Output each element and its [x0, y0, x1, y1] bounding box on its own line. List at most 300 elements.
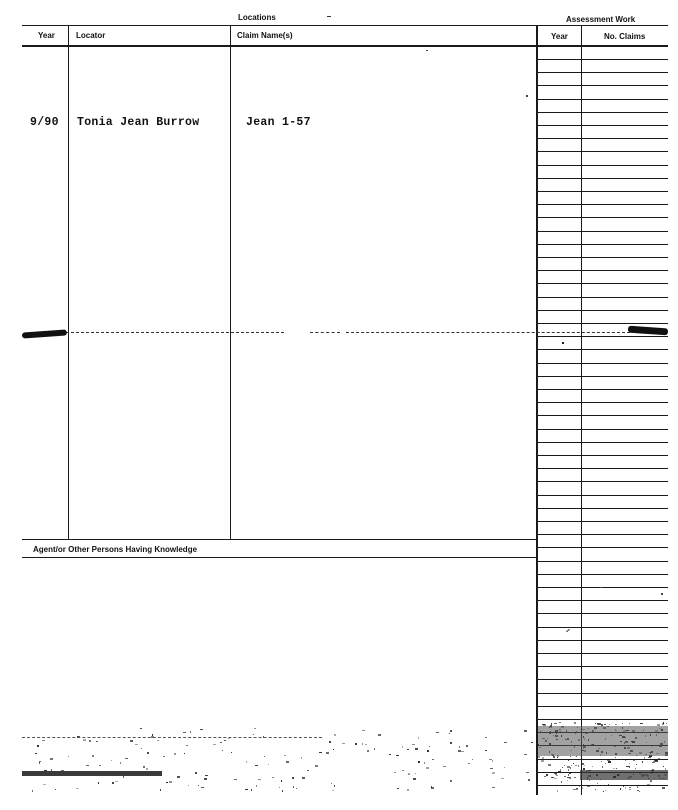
scan-speck — [608, 784, 609, 785]
scan-speck — [251, 789, 252, 791]
scan-speck — [301, 757, 302, 759]
scan-speck — [367, 750, 369, 752]
scan-speck — [201, 787, 204, 788]
scan-speck — [615, 757, 616, 758]
scan-speck — [568, 760, 569, 761]
scan-speck — [564, 776, 566, 777]
assessment-grid-row-line — [537, 521, 668, 522]
scan-speck — [620, 788, 621, 790]
scan-speck — [485, 750, 487, 751]
assessment-grid-row-line — [537, 191, 668, 192]
scan-speck — [644, 757, 645, 759]
scan-speck — [174, 753, 176, 755]
bottom-dashed-line — [22, 737, 322, 738]
scan-speck — [292, 777, 294, 779]
scan-speck — [394, 772, 396, 773]
ink-smudge-right — [628, 326, 668, 336]
scan-speck — [396, 755, 399, 756]
scan-speck — [190, 731, 191, 733]
locations-bottom-border — [22, 539, 538, 540]
scan-speck — [255, 765, 258, 766]
scan-speck — [576, 756, 577, 757]
scan-speck — [597, 783, 598, 784]
scan-speck — [365, 744, 367, 745]
scan-speck — [636, 764, 637, 765]
fold-line-left — [66, 332, 284, 333]
scan-speck — [86, 765, 89, 766]
scan-speck — [302, 777, 305, 779]
scan-speck — [666, 723, 667, 724]
scan-speck — [432, 759, 434, 760]
scan-speck — [224, 740, 226, 741]
scan-speck — [595, 723, 596, 724]
scan-speck — [183, 732, 186, 733]
scan-speck — [177, 776, 180, 778]
scan-speck — [355, 743, 357, 745]
scan-speck — [504, 767, 505, 768]
scan-speck — [96, 741, 98, 742]
scan-speck — [578, 765, 579, 767]
assessment-grid-row-line — [537, 442, 668, 443]
scan-speck — [315, 765, 318, 767]
scan-speck — [595, 789, 596, 790]
scan-speck — [613, 768, 615, 769]
scan-speck — [654, 760, 657, 761]
scan-speck — [120, 762, 121, 764]
scan-speck — [648, 759, 650, 760]
assessment-grid-row-line — [537, 217, 668, 218]
scan-speck — [284, 755, 286, 756]
locator-column-line — [68, 25, 69, 539]
claim-column-line — [230, 25, 231, 539]
agent-label: Agent/or Other Persons Having Knowledge — [33, 545, 198, 554]
scan-speck — [222, 750, 223, 751]
scan-speck — [408, 773, 410, 775]
scan-speck — [575, 765, 577, 766]
assessment-grid-row-line — [537, 481, 668, 482]
scan-speck — [329, 741, 331, 743]
scan-speck — [296, 788, 297, 789]
scan-speck — [279, 787, 280, 788]
scan-speck — [492, 772, 495, 774]
assessment-grid-row-line — [537, 666, 668, 667]
stray-mark — [327, 16, 331, 17]
scan-speck — [544, 776, 546, 777]
scan-speck — [205, 775, 208, 776]
scan-speck — [554, 778, 557, 779]
assessment-grid-row-line — [537, 283, 668, 284]
scan-speck — [220, 742, 222, 743]
speck — [426, 50, 428, 51]
scan-speck — [658, 758, 660, 760]
scan-speck — [253, 734, 254, 735]
assessment-grid-row-line — [537, 165, 668, 166]
scan-speck — [415, 773, 416, 774]
scan-speck — [140, 728, 142, 729]
scan-speck — [188, 785, 189, 786]
assessment-grid-row-line — [537, 270, 668, 271]
scan-speck — [281, 780, 282, 782]
assessment-grid-row-line — [537, 402, 668, 403]
scan-speck — [562, 767, 563, 768]
scan-speck — [557, 757, 558, 758]
scan-speck — [333, 749, 334, 750]
scan-speck — [548, 764, 551, 766]
scan-speck — [605, 790, 606, 791]
scan-speck — [43, 784, 46, 785]
scan-speck — [245, 789, 248, 790]
scan-speck — [584, 765, 585, 766]
assessment-grid-row-line — [537, 429, 668, 430]
scan-speck — [147, 752, 149, 754]
assessment-grid-row-line — [537, 534, 668, 535]
scan-speck — [570, 767, 571, 769]
scan-speck — [626, 766, 629, 767]
scan-speck — [125, 758, 128, 759]
scan-speck — [143, 766, 145, 768]
scan-speck — [642, 761, 643, 763]
assessment-grid-row-line — [537, 679, 668, 680]
scan-speck — [98, 782, 99, 784]
assessment-grid-row-line — [537, 297, 668, 298]
assessment-grid-row-line — [537, 455, 668, 456]
scan-speck — [567, 780, 568, 781]
scan-speck — [418, 737, 419, 739]
scan-speck — [581, 787, 583, 789]
scan-speck — [574, 777, 576, 778]
scan-speck — [123, 776, 124, 778]
assessment-grid-row-line — [537, 99, 668, 100]
scan-speck — [637, 786, 638, 788]
scan-speck — [282, 790, 283, 792]
scan-speck — [293, 786, 294, 788]
scan-speck — [55, 789, 56, 790]
assessment-grid-row-line — [537, 389, 668, 390]
scan-speck — [546, 774, 548, 776]
scan-speck — [334, 734, 336, 736]
scan-speck — [662, 787, 665, 789]
scan-speck — [68, 756, 69, 757]
scan-speck — [256, 785, 257, 787]
scan-speck — [362, 743, 363, 745]
scan-speck — [468, 763, 470, 764]
scan-speck — [234, 779, 237, 780]
scan-speck — [231, 752, 232, 753]
scan-speck — [427, 750, 429, 752]
scan-speck — [648, 757, 651, 758]
scan-speck — [413, 778, 416, 780]
scan-speck — [605, 763, 606, 764]
scan-speck — [586, 759, 587, 760]
bottom-smear — [22, 771, 162, 776]
scan-speck — [111, 760, 112, 761]
scan-speck — [424, 762, 425, 764]
scan-speck — [412, 744, 415, 745]
assessment-grid-row-line — [537, 349, 668, 350]
header-aw-year: Year — [551, 32, 568, 41]
speck — [526, 95, 528, 97]
scan-speck — [650, 780, 652, 782]
scan-speck — [647, 784, 650, 786]
scan-speck — [466, 745, 468, 747]
scan-speck — [629, 787, 631, 788]
assessment-grid-row-line — [537, 495, 668, 496]
scan-speck — [272, 777, 274, 778]
fold-line-right — [346, 332, 630, 333]
scan-speck — [531, 742, 533, 743]
scan-speck — [334, 785, 335, 787]
scan-speck — [542, 757, 544, 759]
assessment-grid-row-line — [537, 72, 668, 73]
scan-speck — [560, 769, 561, 771]
scan-speck — [169, 781, 172, 783]
scan-speck — [35, 753, 37, 754]
scan-speck — [402, 746, 403, 748]
assessment-grid-row-line — [537, 627, 668, 628]
scan-speck — [492, 787, 495, 788]
scan-speck — [579, 786, 580, 787]
assessment-grid-row-line — [537, 336, 668, 337]
assessment-grid-row-line — [537, 693, 668, 694]
scan-speck — [524, 754, 527, 755]
pen-mark — [566, 629, 570, 632]
scan-speck — [83, 739, 86, 741]
scan-speck — [570, 756, 571, 757]
scan-speck — [37, 745, 39, 747]
assessment-grid-row-line — [537, 323, 668, 324]
scan-speck — [561, 781, 562, 783]
entry-year[interactable]: 9/90 — [30, 116, 59, 129]
locations-title: Locations — [238, 13, 276, 22]
scan-speck — [625, 787, 626, 789]
assessment-grid-row-line — [537, 178, 668, 179]
scan-speck — [431, 787, 434, 789]
scan-speck — [362, 730, 365, 731]
scan-speck — [112, 782, 114, 784]
scan-speck — [99, 765, 101, 766]
scan-speck — [629, 789, 631, 790]
scan-speck — [556, 775, 558, 776]
scan-speck — [571, 765, 572, 766]
scan-speck — [342, 743, 345, 744]
ink-smudge-left — [22, 329, 67, 338]
scan-speck — [616, 768, 617, 769]
scan-speck — [146, 768, 148, 770]
scan-speck — [551, 723, 552, 725]
scan-speck — [450, 742, 452, 744]
scan-speck — [600, 723, 601, 725]
scan-speck — [558, 771, 561, 773]
entry-locator[interactable]: Tonia Jean Burrow — [77, 116, 200, 129]
scan-speck — [163, 756, 165, 757]
scan-speck — [319, 752, 322, 753]
scan-speck — [228, 738, 230, 739]
fold-line-mid — [310, 332, 340, 333]
scan-speck — [485, 737, 487, 738]
assessment-grid-row-line — [537, 600, 668, 601]
scan-speck — [526, 772, 529, 773]
assessment-grid-row-line — [537, 59, 668, 60]
assessment-grid-row-line — [537, 561, 668, 562]
entry-claim-names[interactable]: Jean 1-57 — [246, 116, 311, 129]
assessment-grid-row-line — [537, 653, 668, 654]
assessment-grid-row-line — [537, 640, 668, 641]
scan-speck — [603, 791, 604, 792]
assessment-grid-row-line — [537, 138, 668, 139]
scan-speck — [608, 761, 611, 763]
scan-speck — [307, 770, 309, 771]
table-top-border — [22, 25, 668, 26]
bottom-smear — [580, 770, 668, 780]
scan-speck — [504, 742, 507, 743]
header-year: Year — [38, 31, 55, 40]
speck — [600, 587, 602, 588]
scan-speck — [450, 730, 452, 732]
scan-speck — [268, 764, 269, 765]
scan-speck — [633, 759, 635, 761]
scan-speck — [472, 759, 473, 760]
assessment-grid-row-line — [537, 257, 668, 258]
scan-speck — [200, 729, 203, 730]
assessment-grid-row-line — [537, 706, 668, 707]
scan-speck — [623, 786, 624, 787]
scan-speck — [637, 790, 639, 791]
scan-speck — [609, 724, 610, 725]
scan-speck — [601, 761, 602, 762]
scan-speck — [450, 780, 452, 782]
scan-speck — [204, 778, 207, 780]
scan-speck — [625, 760, 626, 761]
assessment-grid-row-line — [537, 204, 668, 205]
scan-speck — [436, 732, 439, 733]
bottom-smear — [538, 726, 668, 756]
scan-speck — [198, 785, 199, 786]
scan-speck — [551, 777, 554, 778]
assessment-grid-row-line — [537, 363, 668, 364]
scan-speck — [615, 724, 617, 725]
scan-speck — [570, 777, 571, 779]
scan-speck — [604, 724, 606, 725]
scan-speck — [629, 763, 630, 764]
header-no-claims: No. Claims — [604, 32, 646, 41]
scan-speck — [554, 723, 557, 724]
scan-speck — [559, 722, 561, 723]
scan-speck — [629, 766, 630, 768]
scan-speck — [573, 789, 575, 790]
scan-speck — [89, 740, 91, 742]
scan-speck — [443, 766, 446, 767]
scan-speck — [402, 770, 404, 771]
scan-speck — [575, 789, 578, 790]
scan-speck — [397, 788, 399, 789]
assessment-grid-row-line — [537, 125, 668, 126]
assessment-work-title: Assessment Work — [566, 15, 636, 24]
assessment-grid-row-line — [537, 244, 668, 245]
assessment-grid-row-line — [537, 231, 668, 232]
scan-speck — [501, 778, 504, 779]
assessment-grid-row-line — [537, 415, 668, 416]
scan-speck — [639, 791, 640, 792]
scan-speck — [389, 754, 391, 755]
assessment-grid-row-line — [537, 574, 668, 575]
scan-speck — [418, 761, 420, 763]
scan-speck — [92, 755, 94, 757]
scan-speck — [135, 744, 138, 745]
scan-speck — [569, 773, 571, 774]
speck — [661, 593, 663, 595]
scan-speck — [39, 762, 40, 764]
scan-speck — [426, 767, 429, 769]
scan-speck — [663, 766, 664, 767]
scan-speck — [622, 723, 623, 724]
scan-speck — [415, 748, 418, 750]
scan-speck — [407, 749, 409, 750]
scan-speck — [331, 783, 332, 784]
scan-speck — [286, 761, 289, 763]
scan-speck — [653, 761, 655, 763]
scan-speck — [564, 759, 565, 760]
header-divider — [22, 45, 668, 47]
scan-speck — [258, 779, 261, 780]
scan-speck — [326, 752, 329, 754]
scan-speck — [213, 744, 216, 745]
scan-speck — [538, 756, 540, 758]
assessment-grid-row-line — [537, 587, 668, 588]
scan-speck — [557, 790, 558, 792]
scan-speck — [602, 785, 605, 786]
scan-speck — [461, 751, 464, 752]
assessment-grid-row-line — [537, 508, 668, 509]
scan-speck — [50, 758, 53, 760]
scan-speck — [568, 774, 569, 776]
scan-speck — [378, 734, 381, 736]
scan-speck — [186, 745, 188, 746]
scan-speck — [569, 778, 570, 779]
scan-speck — [407, 789, 409, 791]
scan-speck — [592, 766, 593, 767]
scan-speck — [459, 746, 460, 748]
scan-speck — [492, 760, 493, 762]
scan-speck — [166, 782, 168, 783]
assessment-grid-row-line — [537, 468, 668, 469]
assessment-grid-row-line — [537, 547, 668, 548]
scan-speck — [662, 723, 664, 725]
assessment-grid-row-line — [537, 310, 668, 311]
scan-speck — [429, 746, 430, 747]
scan-speck — [640, 723, 643, 724]
assessment-grid-row-line — [537, 376, 668, 377]
agent-header-divider — [22, 557, 538, 558]
scan-speck — [602, 766, 603, 768]
scan-speck — [574, 722, 576, 724]
scan-speck — [254, 728, 256, 729]
assessment-grid-row-line — [537, 85, 668, 86]
scan-speck — [141, 748, 142, 749]
header-claim-names: Claim Name(s) — [237, 31, 293, 40]
scan-speck — [32, 790, 33, 792]
scan-speck — [76, 788, 79, 789]
scan-speck — [246, 761, 247, 763]
scan-speck — [160, 789, 161, 791]
scan-speck — [195, 772, 197, 774]
header-locator: Locator — [76, 31, 106, 40]
scan-speck — [264, 756, 265, 757]
pen-mark — [562, 342, 564, 344]
scan-speck — [564, 765, 565, 766]
scan-speck — [42, 740, 45, 741]
scan-speck — [598, 759, 601, 760]
scan-speck — [374, 748, 375, 750]
